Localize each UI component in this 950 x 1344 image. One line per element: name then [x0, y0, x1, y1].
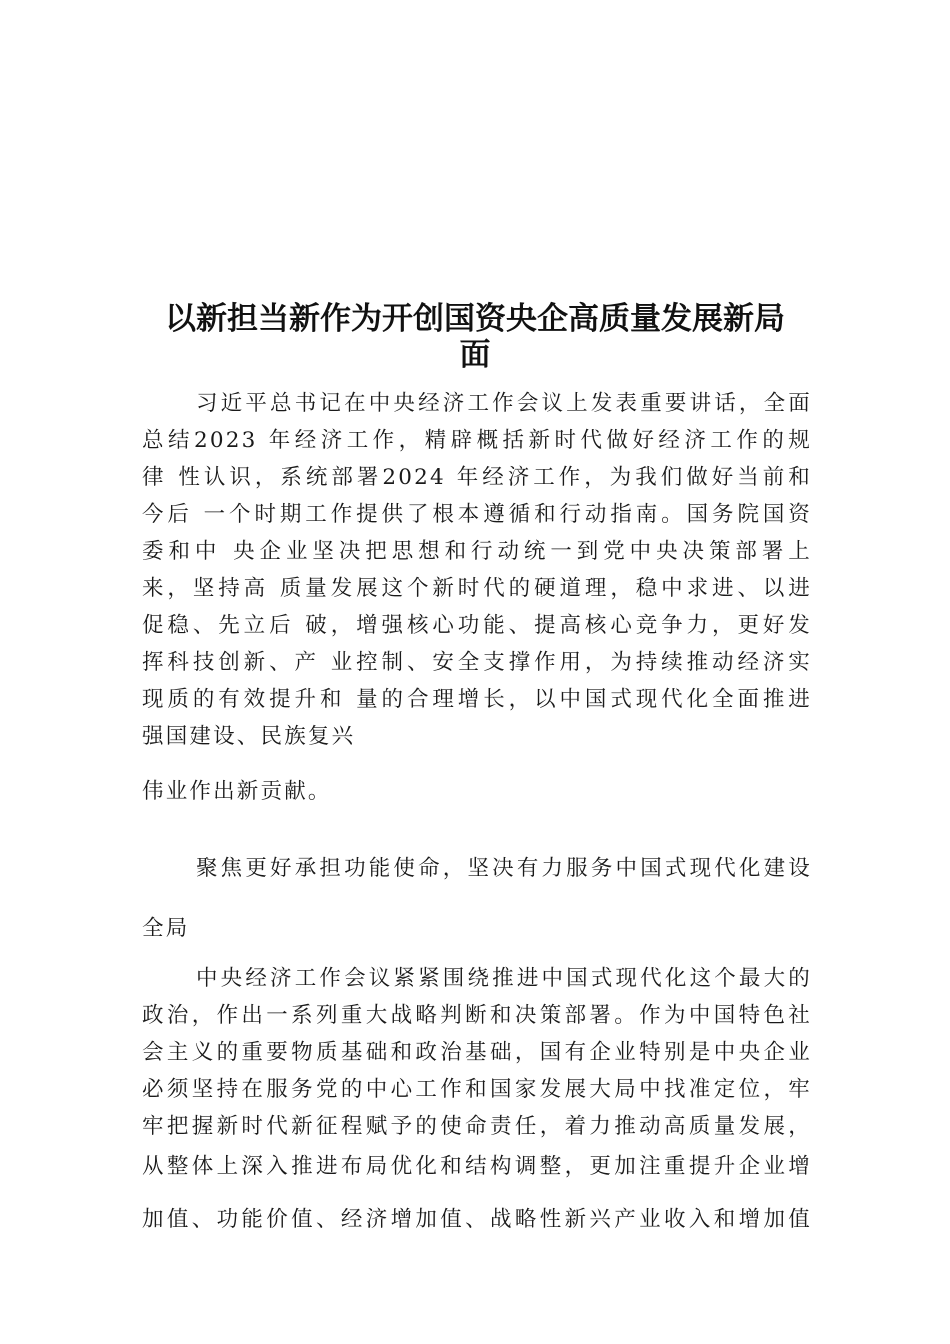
paragraph-1-line: 总结2023 年经济工作，精辟概括新时代做好经济工作的规 — [142, 428, 812, 453]
paragraph-1-tail: 伟业作出新贡献。 — [142, 779, 332, 804]
section-heading-line-2: 全局 — [142, 916, 190, 941]
paragraph-2-line: 中央经济工作会议紧紧围绕推进中国式现代化这个最大的 — [196, 966, 812, 991]
paragraph-1-line: 促稳、先立后 破，增强核心功能、提高核心竞争力，更好发 — [142, 613, 812, 638]
paragraph-1-line: 挥科技创新、产 业控制、安全支撑作用，为持续推动经济实 — [142, 650, 812, 675]
paragraph-1-line: 来，坚持高 质量发展这个新时代的硬道理，稳中求进、以进 — [142, 576, 812, 601]
paragraph-1-line: 习近平总书记在中央经济工作会议上发表重要讲话，全面 — [196, 391, 812, 416]
section-heading-line-1: 聚焦更好承担功能使命，坚决有力服务中国式现代化建设 — [196, 856, 812, 881]
paragraph-1-line: 今后 一个时期工作提供了根本遵循和行动指南。国务院国资 — [142, 502, 812, 527]
paragraph-2-line: 加值、功能价值、经济增加值、战略性新兴产业收入和增加值 — [142, 1207, 812, 1232]
paragraph-2-line: 政治，作出一系列重大战略判断和决策部署。作为中国特色社 — [142, 1003, 812, 1028]
paragraph-2-line: 从整体上深入推进布局优化和结构调整，更加注重提升企业增 — [142, 1154, 812, 1179]
paragraph-2-line: 会主义的重要物质基础和政治基础，国有企业特别是中央企业 — [142, 1040, 812, 1065]
paragraph-1-line: 现质的有效提升和 量的合理增长，以中国式现代化全面推进 — [142, 687, 812, 712]
paragraph-2-line: 必须坚持在服务党的中心工作和国家发展大局中找准定位，牢 — [142, 1077, 812, 1102]
paragraph-1-line: 委和中 央企业坚决把思想和行动统一到党中央决策部署上 — [142, 539, 812, 564]
paragraph-1-line: 强国建设、民族复兴 — [142, 724, 356, 749]
paragraph-2-line: 牢把握新时代新征程赋予的使命责任，着力推动高质量发展， — [142, 1114, 812, 1139]
document-title-line-1: 以新担当新作为开创国资央企高质量发展新局 — [165, 301, 785, 337]
paragraph-1-line: 律 性认识，系统部署2024 年经济工作，为我们做好当前和 — [142, 465, 812, 490]
document-title-line-2: 面 — [459, 337, 491, 373]
